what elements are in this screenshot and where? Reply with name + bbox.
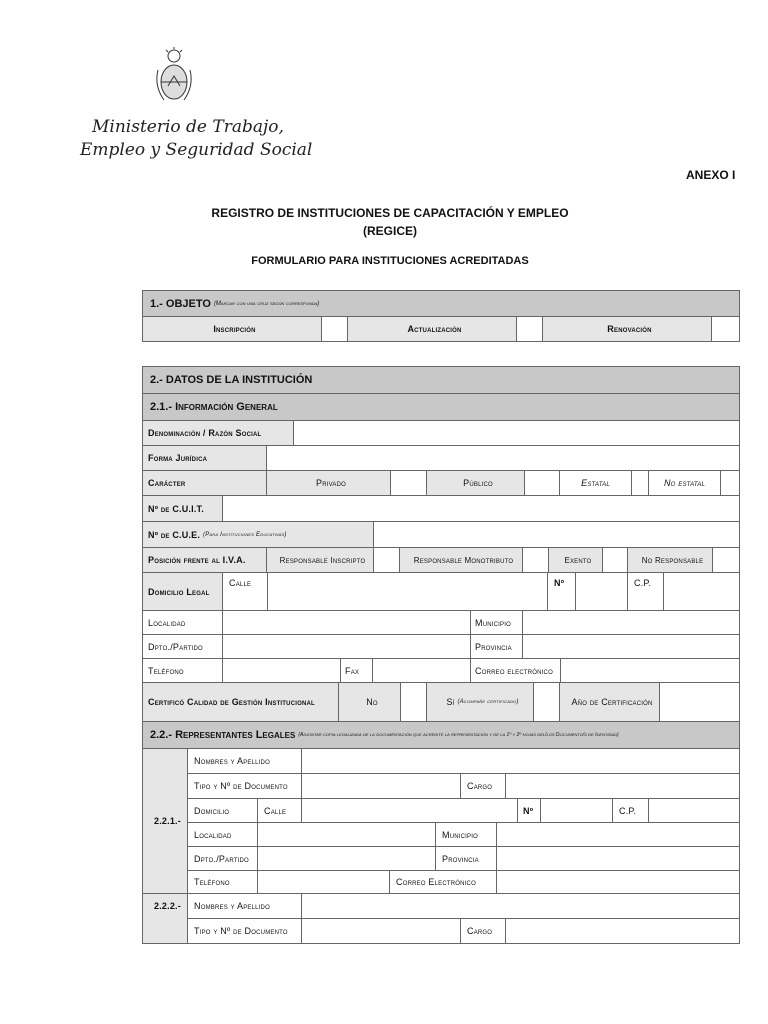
cue-label [142, 521, 374, 548]
rep2-nombres-label: Nombres y Apellido [187, 893, 302, 919]
section-objeto-hint: (Marcar con una cruz según corresponda) [213, 300, 320, 307]
rep1-cp-label: C.P. [612, 798, 649, 823]
telefono-label: Teléfono [142, 658, 223, 683]
rep1-municipio-label: Municipio [435, 822, 497, 847]
rep2-cargo-label: Cargo [460, 918, 506, 944]
section-representantes-hint: (Adjuntar copia legalizada de la documentación que acredite la representación y de la 1º y 2º hojas del/los Documento/s de Identidad) [298, 732, 619, 738]
numero-label: Nº [547, 572, 576, 611]
dpto-label: Dpto./Partido [142, 634, 223, 659]
certifico-label: Certificó Calidad de Gestión Institucional [142, 682, 339, 722]
municipio-label: Municipio [470, 610, 523, 635]
rep1-telefono-field[interactable] [257, 870, 390, 894]
coat-of-arms-logo [152, 46, 196, 108]
certifico-si-hint: (Acompañe certificado) [457, 699, 519, 705]
provincia-field[interactable] [522, 634, 740, 659]
form-title-acronym: (REGICE) [363, 224, 417, 238]
rep1-localidad-field[interactable] [257, 822, 436, 847]
correo-field[interactable] [560, 658, 740, 683]
rep2-cargo-field[interactable] [505, 918, 740, 944]
exento-checkbox[interactable] [602, 547, 628, 573]
resp-inscripto-checkbox[interactable] [373, 547, 400, 573]
resp-monotributo-checkbox[interactable] [522, 547, 549, 573]
publico-label: Público [426, 470, 525, 496]
exento-label: Exento [548, 547, 603, 573]
telefono-field[interactable] [222, 658, 341, 683]
rep1-numero-field[interactable] [540, 798, 613, 823]
section-objeto-title: 1.- OBJETO [150, 297, 211, 310]
iva-label: Posición frente al I.V.A. [142, 547, 267, 573]
rep1-provincia-label: Provincia [435, 846, 497, 871]
privado-checkbox[interactable] [390, 470, 427, 496]
form-subtitle: FORMULARIO PARA INSTITUCIONES ACREDITADAS [251, 255, 529, 267]
calle-label: Calle [222, 572, 268, 611]
cp-label: C.P. [627, 572, 664, 611]
option-inscripcion-checkbox[interactable] [321, 316, 348, 342]
provincia-label: Provincia [470, 634, 523, 659]
numero-field[interactable] [575, 572, 628, 611]
calle-field[interactable] [267, 572, 548, 611]
section-info-general-header: 2.1.- Información General [142, 393, 740, 421]
anio-certificacion-field[interactable] [659, 682, 740, 722]
rep1-domicilio-label: Domicilio [187, 798, 258, 823]
domicilio-legal-label: Domicilio Legal [142, 572, 223, 611]
option-renovacion-label: Renovación [542, 316, 712, 342]
no-estatal-label: No estatal [648, 470, 721, 496]
forma-juridica-label: Forma Jurídica [142, 445, 267, 471]
publico-checkbox[interactable] [524, 470, 560, 496]
rep2-tipo-doc-field[interactable] [301, 918, 461, 944]
section-objeto-header [142, 290, 740, 317]
rep1-cargo-label: Cargo [460, 773, 506, 799]
rep1-municipio-field[interactable] [496, 822, 740, 847]
rep2-nombres-field[interactable] [301, 893, 740, 919]
certifico-si-label [426, 682, 534, 722]
rep1-cargo-field[interactable] [505, 773, 740, 799]
rep1-nombres-field[interactable] [301, 748, 740, 774]
rep1-telefono-label: Teléfono [187, 870, 258, 894]
fax-field[interactable] [372, 658, 471, 683]
option-renovacion-checkbox[interactable] [711, 316, 740, 342]
rep1-tipo-doc-label: Tipo y Nº de Documento [187, 773, 302, 799]
caracter-label: Carácter [142, 470, 267, 496]
fax-label: Fax [340, 658, 373, 683]
correo-label: Correo electrónico [470, 658, 561, 683]
estatal-checkbox[interactable] [631, 470, 649, 496]
resp-inscripto-label: Responsable Inscripto [266, 547, 374, 573]
rep1-number: 2.2.1.- [142, 748, 188, 894]
cuit-label: Nº de C.U.I.T. [142, 495, 223, 522]
rep1-calle-label: Calle [257, 798, 302, 823]
cue-label-text: Nº de C.U.E. [148, 529, 201, 540]
resp-monotributo-label: Responsable Monotributo [399, 547, 523, 573]
privado-label: Privado [266, 470, 391, 496]
annex-label: ANEXO I [686, 168, 736, 182]
rep1-dpto-label: Dpto./Partido [187, 846, 258, 871]
municipio-field[interactable] [522, 610, 740, 635]
cuit-field[interactable] [222, 495, 740, 522]
localidad-field[interactable] [222, 610, 471, 635]
denominacion-field[interactable] [293, 420, 740, 446]
option-actualizacion-checkbox[interactable] [516, 316, 543, 342]
rep1-calle-field[interactable] [301, 798, 518, 823]
cp-field[interactable] [663, 572, 740, 611]
denominacion-label: Denominación / Razón Social [142, 420, 294, 446]
section-datos-header: 2.- DATOS DE LA INSTITUCIÓN [142, 366, 740, 394]
rep1-nombres-label: Nombres y Apellido [187, 748, 302, 774]
rep1-dpto-field[interactable] [257, 846, 436, 871]
dpto-field[interactable] [222, 634, 471, 659]
section-representantes-header [142, 721, 740, 749]
rep1-localidad-label: Localidad [187, 822, 258, 847]
rep1-cp-field[interactable] [648, 798, 740, 823]
rep1-correo-field[interactable] [496, 870, 740, 894]
certifico-si-checkbox[interactable] [533, 682, 560, 722]
rep1-correo-label: Correo Electrónico [389, 870, 497, 894]
option-inscripcion-label: Inscripción [142, 316, 322, 342]
anio-certificacion-label: Año de Certificación [559, 682, 660, 722]
no-responsable-label: No Responsable [627, 547, 713, 573]
ministry-name-line1: Ministerio de Trabajo, [92, 117, 284, 137]
form-title: REGISTRO DE INSTITUCIONES DE CAPACITACIÓN Y EMPLEO [211, 206, 569, 220]
cue-field[interactable] [373, 521, 740, 548]
rep1-tipo-doc-field[interactable] [301, 773, 461, 799]
no-estatal-checkbox[interactable] [720, 470, 740, 496]
rep2-tipo-doc-label: Tipo y Nº de Documento [187, 918, 302, 944]
no-responsable-checkbox[interactable] [712, 547, 740, 573]
option-actualizacion-label: Actualización [347, 316, 517, 342]
rep2-number: 2.2.2.- [142, 893, 188, 944]
certifico-si-text: Sí [446, 697, 455, 707]
ministry-name-line2: Empleo y Seguridad Social [80, 140, 313, 160]
certifico-no-label: No [338, 682, 401, 722]
rep1-numero-label: Nº [517, 798, 541, 823]
section-representantes-title: 2.2.- Representantes Legales [150, 729, 296, 741]
localidad-label: Localidad [142, 610, 223, 635]
estatal-label: Estatal [559, 470, 632, 496]
rep1-provincia-field[interactable] [496, 846, 740, 871]
forma-juridica-field[interactable] [266, 445, 740, 471]
certifico-no-checkbox[interactable] [400, 682, 427, 722]
cue-hint: (Para Instituciones Educativas) [203, 531, 287, 538]
